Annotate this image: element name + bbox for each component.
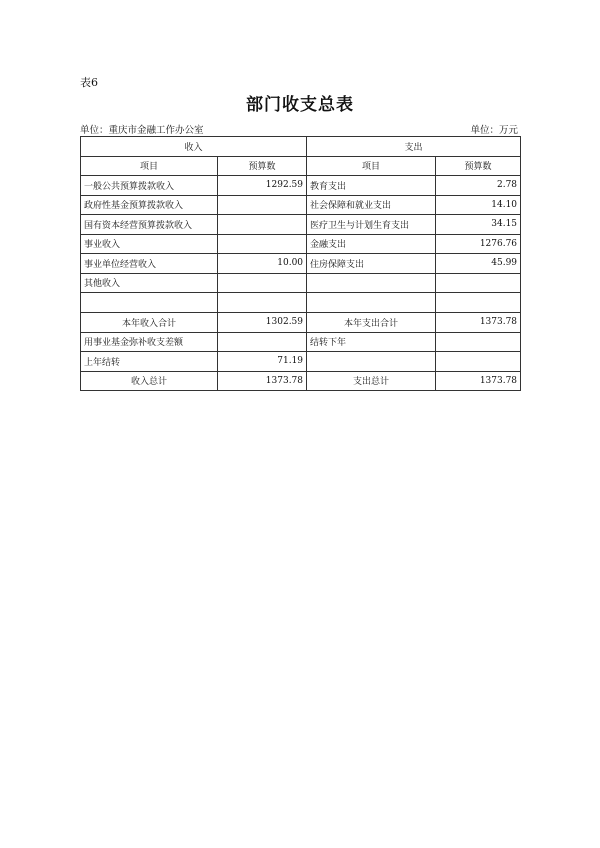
income-budget-header: 预算数	[218, 156, 307, 176]
expense-item: 金融支出	[307, 234, 436, 254]
group-header-row	[81, 137, 521, 157]
unit-organization: 单位：重庆市金融工作办公室	[80, 125, 204, 136]
income-value	[218, 273, 307, 293]
expense-budget-header: 预算数	[436, 156, 521, 176]
expense-value	[436, 352, 521, 372]
expense-value: 1276.76	[436, 234, 521, 254]
income-value: 10.00	[218, 254, 307, 274]
expense-value	[436, 332, 521, 352]
table-number: 表6	[80, 76, 98, 89]
income-value	[218, 293, 307, 313]
expense-value: 34.15	[436, 215, 521, 235]
expense-item: 结转下年	[307, 332, 436, 352]
page-title: 部门收支总表	[246, 95, 354, 115]
income-item	[81, 293, 218, 313]
expense-item: 住房保障支出	[307, 254, 436, 274]
income-value	[218, 215, 307, 235]
income-item: 其他收入	[81, 273, 218, 293]
table-row	[81, 234, 521, 254]
income-item-header: 项目	[81, 156, 218, 176]
income-item: 事业单位经营收入	[81, 254, 218, 274]
table-row	[81, 195, 521, 215]
income-item: 一般公共预算拨款收入	[81, 176, 218, 196]
expense-value	[436, 273, 521, 293]
expense-item	[307, 293, 436, 313]
expense-total-label: 支出总计	[307, 371, 436, 391]
income-value	[218, 332, 307, 352]
income-item: 政府性基金预算拨款收入	[81, 195, 218, 215]
expense-subtotal-value: 1373.78	[436, 312, 521, 332]
income-total-value: 1373.78	[218, 371, 307, 391]
expense-total-value: 1373.78	[436, 371, 521, 391]
income-value: 71.19	[218, 352, 307, 372]
unit-currency: 单位：万元	[470, 125, 518, 136]
expense-value	[436, 293, 521, 313]
expense-item	[307, 352, 436, 372]
total-row	[81, 371, 521, 391]
expense-item	[307, 273, 436, 293]
income-subtotal-value: 1302.59	[218, 312, 307, 332]
income-item: 国有资本经营预算拨款收入	[81, 215, 218, 235]
table-row	[81, 273, 521, 293]
table-row	[81, 176, 521, 196]
income-item: 用事业基金弥补收支差额	[81, 332, 218, 352]
table-row	[81, 254, 521, 274]
expense-value: 2.78	[436, 176, 521, 196]
table-row	[81, 293, 521, 313]
income-group-header: 收入	[81, 137, 307, 157]
income-value	[218, 234, 307, 254]
expense-item: 社会保障和就业支出	[307, 195, 436, 215]
expense-subtotal-label: 本年支出合计	[307, 312, 436, 332]
income-value	[218, 195, 307, 215]
income-item: 事业收入	[81, 234, 218, 254]
expense-value: 45.99	[436, 254, 521, 274]
expense-item-header: 项目	[307, 156, 436, 176]
budget-summary-table	[80, 136, 521, 391]
table-row	[81, 215, 521, 235]
expense-item: 教育支出	[307, 176, 436, 196]
expense-item: 医疗卫生与计划生育支出	[307, 215, 436, 235]
income-value: 1292.59	[218, 176, 307, 196]
table-row	[81, 332, 521, 352]
income-subtotal-label: 本年收入合计	[81, 312, 218, 332]
income-total-label: 收入总计	[81, 371, 218, 391]
expense-group-header: 支出	[307, 137, 521, 157]
income-item: 上年结转	[81, 352, 218, 372]
subtotal-row	[81, 312, 521, 332]
table-row	[81, 352, 521, 372]
expense-value: 14.10	[436, 195, 521, 215]
column-header-row	[81, 156, 521, 176]
